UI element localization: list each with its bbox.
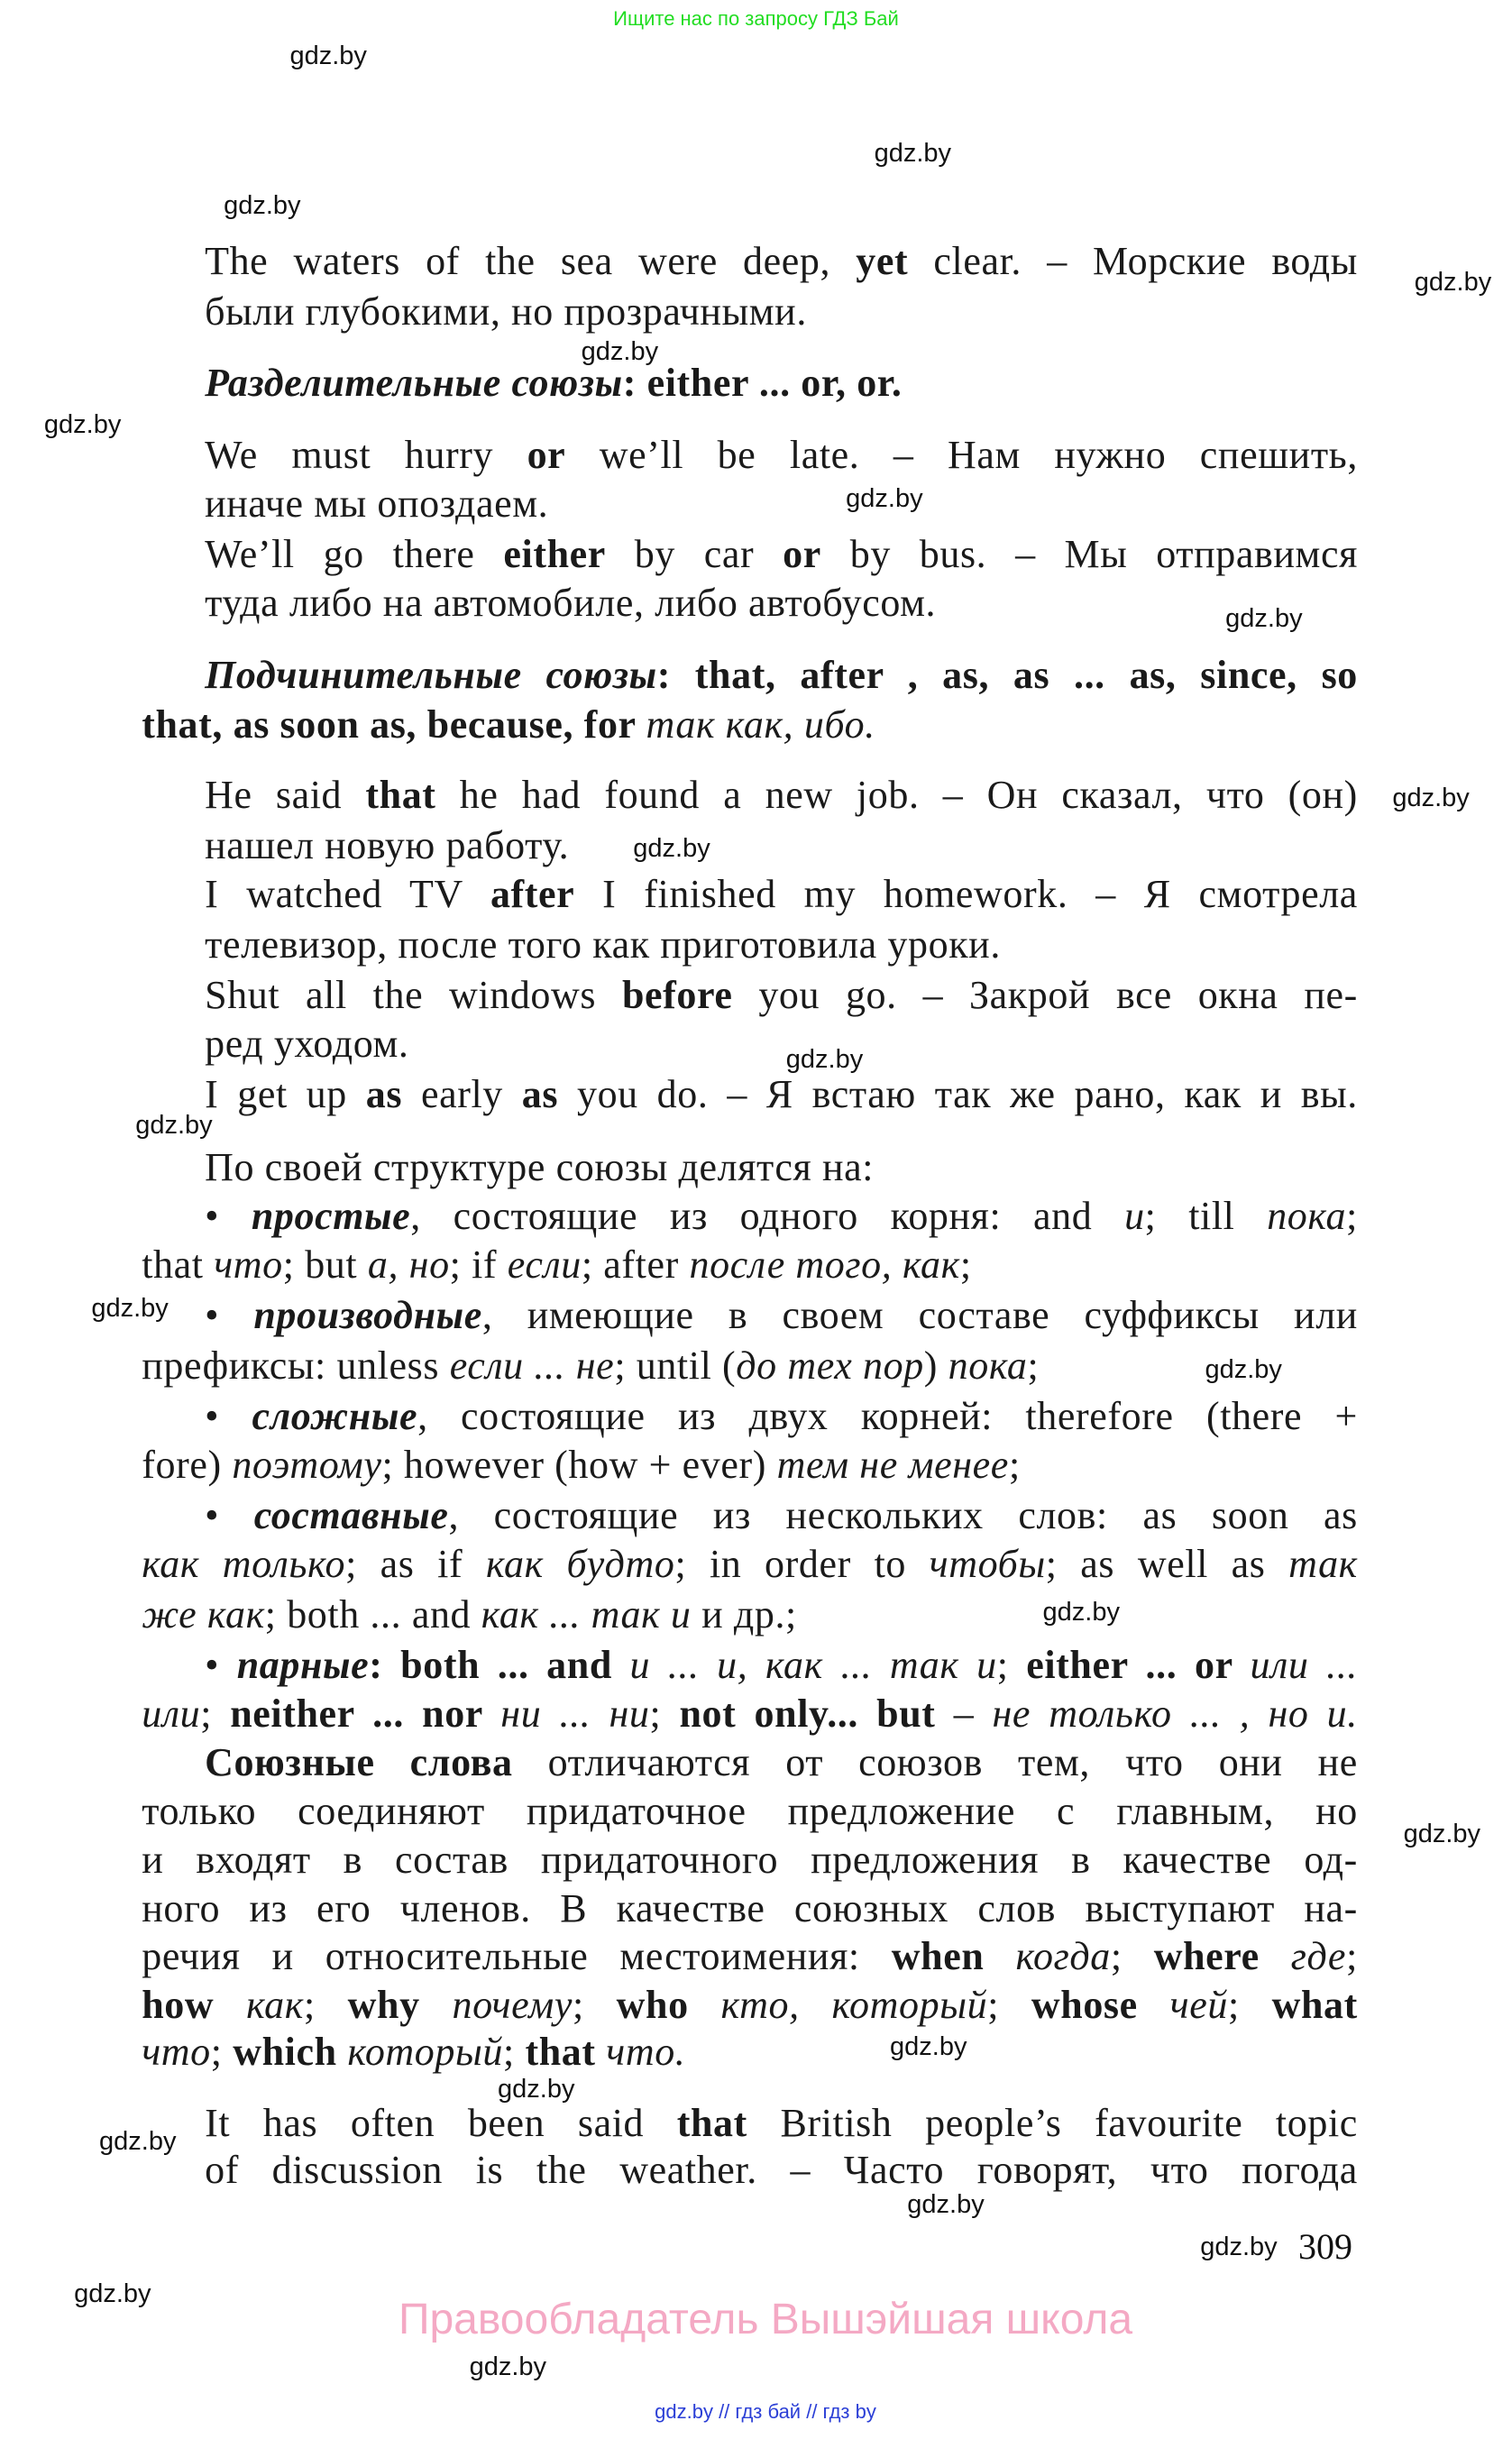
emphasis-text: как ... так и xyxy=(481,1591,692,1637)
text-segment: , состоящие из нескольких слов: as soon as xyxy=(448,1492,1358,1537)
text-segment: clear. – Морские воды xyxy=(908,239,1358,283)
text-segment: of discussion is the weather. – Часто говорят, что погода xyxy=(205,2148,1358,2193)
text-line xyxy=(205,2148,1358,2193)
emphasis-text: Разделительные союзы xyxy=(205,360,623,405)
text-segment: ; till xyxy=(1144,1193,1268,1238)
emphasis-text: когда xyxy=(984,1933,1111,1978)
emphasis-text: either ... or xyxy=(1026,1642,1251,1687)
text-segment: The waters of the sea were deep, xyxy=(205,239,857,283)
emphasis-text: neither ... nor xyxy=(230,1691,501,1736)
text-segment: ; xyxy=(649,1691,680,1736)
emphasis-text: кто, который xyxy=(688,1982,988,2027)
emphasis-text: и xyxy=(1124,1193,1145,1238)
text-segment: ред уходом. xyxy=(205,1022,409,1067)
emphasis-text: whose xyxy=(1031,1982,1138,2027)
emphasis-text: : that, after , as, as ... as, since, so xyxy=(656,653,1358,698)
text-segment: нашел новую работу. xyxy=(205,823,570,868)
watermark: gdz.by xyxy=(43,409,122,439)
text-segment: we’ll be late. – Нам нужно спешить, xyxy=(565,432,1358,477)
emphasis-text: где xyxy=(1259,1933,1347,1978)
text-segment: , имеющие в своем составе суффиксы или xyxy=(481,1292,1358,1337)
emphasis-text: as xyxy=(365,1072,403,1117)
text-segment: I watched TV xyxy=(205,872,490,917)
text-segment: ; xyxy=(1346,1193,1358,1238)
emphasis-text: ни ... ни xyxy=(500,1691,650,1736)
footer-links[interactable]: gdz.by // гдз бай // гдз by xyxy=(655,2400,876,2423)
emphasis-text: who xyxy=(616,1982,689,2027)
emphasis-text: так xyxy=(1288,1541,1358,1586)
emphasis-text: пока xyxy=(948,1343,1028,1388)
emphasis-text: что xyxy=(142,2030,211,2075)
text-line xyxy=(205,360,903,405)
watermark: gdz.by xyxy=(1225,603,1303,633)
emphasis-text: how xyxy=(142,1982,215,2027)
text-segment: ; xyxy=(1346,1933,1358,1978)
emphasis-text: а, но xyxy=(367,1242,450,1287)
text-line xyxy=(205,922,1001,967)
text-line xyxy=(142,1591,797,1637)
text-segment: that xyxy=(142,1242,215,1287)
emphasis-text: yet xyxy=(856,239,909,283)
text-segment: , состоящие из двух корней: therefore (there + xyxy=(417,1393,1358,1438)
watermark: gdz.by xyxy=(1392,783,1470,812)
text-segment: I finished my homework. – Я смотрела xyxy=(574,872,1358,917)
emphasis-text: чей xyxy=(1137,1982,1228,2027)
emphasis-text: чтобы xyxy=(929,1541,1046,1586)
text-segment: – xyxy=(935,1691,993,1736)
watermark: gdz.by xyxy=(289,41,367,70)
watermark: gdz.by xyxy=(785,1044,864,1074)
text-line xyxy=(142,1838,1358,1883)
watermark: gdz.by xyxy=(581,337,659,367)
text-segment: We must hurry xyxy=(205,432,527,477)
text-segment: и входят в состав придаточного предложения в качестве од- xyxy=(142,1838,1358,1883)
text-segment: префиксы: unless xyxy=(142,1343,450,1388)
rights-notice: Правообладатель Вышэйшая школа xyxy=(398,2296,1133,2343)
emphasis-text: и ... и, как ... так и xyxy=(629,1642,997,1687)
emphasis-text: as xyxy=(521,1072,559,1117)
text-segment: ; xyxy=(1110,1933,1154,1978)
watermark: gdz.by xyxy=(1403,1820,1481,1849)
text-segment: • xyxy=(205,1642,237,1687)
text-line xyxy=(205,1144,875,1189)
watermark: gdz.by xyxy=(1414,268,1492,298)
emphasis-text: поэтому xyxy=(232,1442,382,1487)
text-segment: He said xyxy=(205,773,366,818)
text-line xyxy=(205,1072,1358,1117)
emphasis-text: : both ... and xyxy=(369,1642,630,1687)
emphasis-text: that xyxy=(365,773,436,818)
text-segment: ; xyxy=(1008,1442,1021,1487)
text-line xyxy=(205,872,1358,917)
text-line xyxy=(205,432,1358,477)
text-segment: • xyxy=(205,1292,254,1337)
text-segment: ; however (how + ever) xyxy=(381,1442,777,1487)
emphasis-text: or xyxy=(783,531,821,576)
emphasis-text: Союзные слова xyxy=(205,1739,513,1784)
watermark: gdz.by xyxy=(1042,1597,1120,1627)
text-segment: ; xyxy=(210,2030,234,2075)
emphasis-text: если ... не xyxy=(449,1343,615,1388)
watermark: gdz.by xyxy=(469,2352,547,2381)
text-segment: ; as well as xyxy=(1045,1541,1289,1586)
watermark: gdz.by xyxy=(74,2279,151,2309)
text-line xyxy=(205,653,1358,698)
text-segment: ) xyxy=(923,1343,948,1388)
watermark: gdz.by xyxy=(633,833,710,863)
text-line xyxy=(205,481,549,527)
text-line xyxy=(142,2030,686,2075)
watermark: gdz.by xyxy=(846,483,923,513)
emphasis-text: не только ... , но и. xyxy=(992,1691,1358,1736)
emphasis-text: or xyxy=(527,432,566,477)
watermark: gdz.by xyxy=(1205,1354,1282,1384)
text-line xyxy=(142,1691,1358,1736)
emphasis-text: Подчинительные союзы xyxy=(205,653,657,698)
text-segment: Shut all the windows xyxy=(205,973,622,1018)
text-line xyxy=(142,1442,1021,1487)
emphasis-text: который xyxy=(336,2030,503,2075)
emphasis-text: как xyxy=(214,1982,304,2027)
text-segment: fore) xyxy=(142,1442,233,1487)
page-number: 309 xyxy=(1298,2226,1352,2267)
text-segment: early xyxy=(402,1072,522,1117)
text-line xyxy=(142,1789,1358,1834)
text-line xyxy=(142,1886,1358,1931)
watermark: gdz.by xyxy=(99,2126,177,2156)
emphasis-text: так как, ибо. xyxy=(646,701,875,747)
text-segment: только соединяют придаточное предложение с главным, но xyxy=(142,1789,1358,1834)
emphasis-text: после того, как xyxy=(689,1242,960,1287)
text-segment: ; as if xyxy=(345,1541,486,1586)
text-line xyxy=(205,1492,1358,1537)
text-line xyxy=(205,531,1358,576)
text-line xyxy=(205,1739,1358,1784)
emphasis-text: почему xyxy=(419,1982,573,2027)
text-segment: ; xyxy=(1227,1982,1272,2027)
emphasis-text: why xyxy=(347,1982,420,2027)
emphasis-text: тем не менее xyxy=(776,1442,1009,1487)
text-line xyxy=(205,823,570,868)
text-segment: туда либо на автомобиле, либо автобусом. xyxy=(205,581,937,626)
text-segment: by car xyxy=(605,531,783,576)
watermark: gdz.by xyxy=(907,2189,985,2219)
emphasis-text: же как xyxy=(142,1591,265,1637)
text-segment: По своей структуре союзы делятся на: xyxy=(205,1144,875,1189)
text-segment: ; after xyxy=(581,1242,690,1287)
text-segment: you go. – Закрой все окна пе- xyxy=(732,973,1358,1018)
text-segment: We’ll go there xyxy=(205,531,504,576)
text-segment: ; xyxy=(303,1982,348,2027)
text-line xyxy=(142,1541,1358,1586)
emphasis-text: если xyxy=(507,1242,582,1287)
emphasis-text: when xyxy=(891,1933,985,1978)
text-segment: ; xyxy=(996,1642,1027,1687)
search-banner: Ищите нас по запросу ГДЗ Бай xyxy=(613,7,899,30)
emphasis-text: after xyxy=(490,872,575,917)
text-segment: you do. – Я встаю так же рано, как и вы. xyxy=(558,1072,1358,1117)
text-segment: ного из его членов. В качестве союзных слов выступают на- xyxy=(142,1886,1358,1931)
emphasis-text: что xyxy=(214,1242,283,1287)
watermark: gdz.by xyxy=(890,2032,967,2062)
emphasis-text: which xyxy=(233,2030,337,2075)
text-segment: были глубокими, но прозрачными. xyxy=(205,289,807,334)
emphasis-text: составные xyxy=(253,1492,449,1537)
text-segment: ; xyxy=(1027,1343,1040,1388)
text-segment: ; xyxy=(200,1691,231,1736)
text-line xyxy=(205,239,1358,283)
emphasis-text: either xyxy=(503,531,606,576)
text-segment: ; xyxy=(987,1982,1031,2027)
text-segment: ; both ... and xyxy=(264,1591,481,1637)
watermark: gdz.by xyxy=(874,139,952,169)
text-segment: • xyxy=(205,1193,252,1238)
text-line xyxy=(142,701,875,747)
text-segment: ; xyxy=(503,2030,526,2075)
text-segment: телевизор, после того как приготовила уроки. xyxy=(205,922,1001,967)
text-line xyxy=(205,2100,1358,2145)
watermark: gdz.by xyxy=(224,190,301,220)
emphasis-text: that xyxy=(525,2030,596,2075)
emphasis-text: производные xyxy=(253,1292,482,1337)
text-segment: • xyxy=(205,1393,252,1438)
watermark: gdz.by xyxy=(91,1293,169,1323)
text-line xyxy=(205,581,937,626)
emphasis-text: или xyxy=(142,1691,201,1736)
emphasis-text: before xyxy=(621,973,733,1018)
emphasis-text: как будто xyxy=(485,1541,675,1586)
emphasis-text: как только xyxy=(142,1541,346,1586)
text-line xyxy=(205,289,807,334)
text-line xyxy=(142,1982,1358,2027)
text-segment: ; until ( xyxy=(614,1343,737,1388)
emphasis-text: или ... xyxy=(1250,1642,1358,1687)
text-segment: he had found a new job. – Он сказал, что (он) xyxy=(435,773,1358,818)
text-segment: ; in order to xyxy=(674,1541,930,1586)
text-line xyxy=(142,1242,972,1287)
emphasis-text: : either ... or, or. xyxy=(622,360,903,405)
text-segment: It has often been said xyxy=(205,2100,677,2145)
text-segment: ; xyxy=(573,1982,617,2027)
emphasis-text: простые xyxy=(251,1193,411,1238)
text-segment: ; if xyxy=(449,1242,508,1287)
emphasis-text: что. xyxy=(595,2030,686,2075)
watermark: gdz.by xyxy=(498,2075,575,2104)
text-segment: ; xyxy=(959,1242,972,1287)
emphasis-text: пока xyxy=(1267,1193,1347,1238)
text-segment: • xyxy=(205,1492,254,1537)
emphasis-text: not only... but xyxy=(679,1691,936,1736)
watermark: gdz.by xyxy=(1200,2232,1278,2261)
text-line xyxy=(205,1642,1358,1687)
text-segment: отличаются от союзов тем, что они не xyxy=(512,1739,1358,1784)
emphasis-text: до тех пор xyxy=(736,1343,924,1388)
text-segment: British people’s favourite topic xyxy=(747,2100,1358,2145)
text-segment: I get up xyxy=(205,1072,366,1117)
text-segment: и др.; xyxy=(691,1591,797,1637)
emphasis-text: парные xyxy=(236,1642,370,1687)
text-segment: иначе мы опоздаем. xyxy=(205,481,549,527)
text-line xyxy=(205,1022,409,1067)
text-segment: ; but xyxy=(282,1242,368,1287)
text-line xyxy=(142,1933,1358,1978)
text-segment: by bus. – Мы отправимся xyxy=(820,531,1358,576)
emphasis-text: what xyxy=(1271,1982,1358,2027)
emphasis-text: that xyxy=(676,2100,747,2145)
emphasis-text: that, as soon as, because, for xyxy=(142,701,646,747)
text-segment: речия и относительные местоимения: xyxy=(142,1933,892,1978)
text-line xyxy=(205,1393,1358,1438)
text-line xyxy=(205,973,1358,1018)
text-line xyxy=(205,1193,1358,1238)
emphasis-text: where xyxy=(1153,1933,1260,1978)
text-line xyxy=(205,773,1358,818)
text-line xyxy=(142,1343,1040,1388)
emphasis-text: сложные xyxy=(252,1393,418,1438)
watermark: gdz.by xyxy=(135,1111,213,1141)
text-segment: , состоящие из одного корня: and xyxy=(410,1193,1125,1238)
text-line xyxy=(205,1292,1358,1337)
